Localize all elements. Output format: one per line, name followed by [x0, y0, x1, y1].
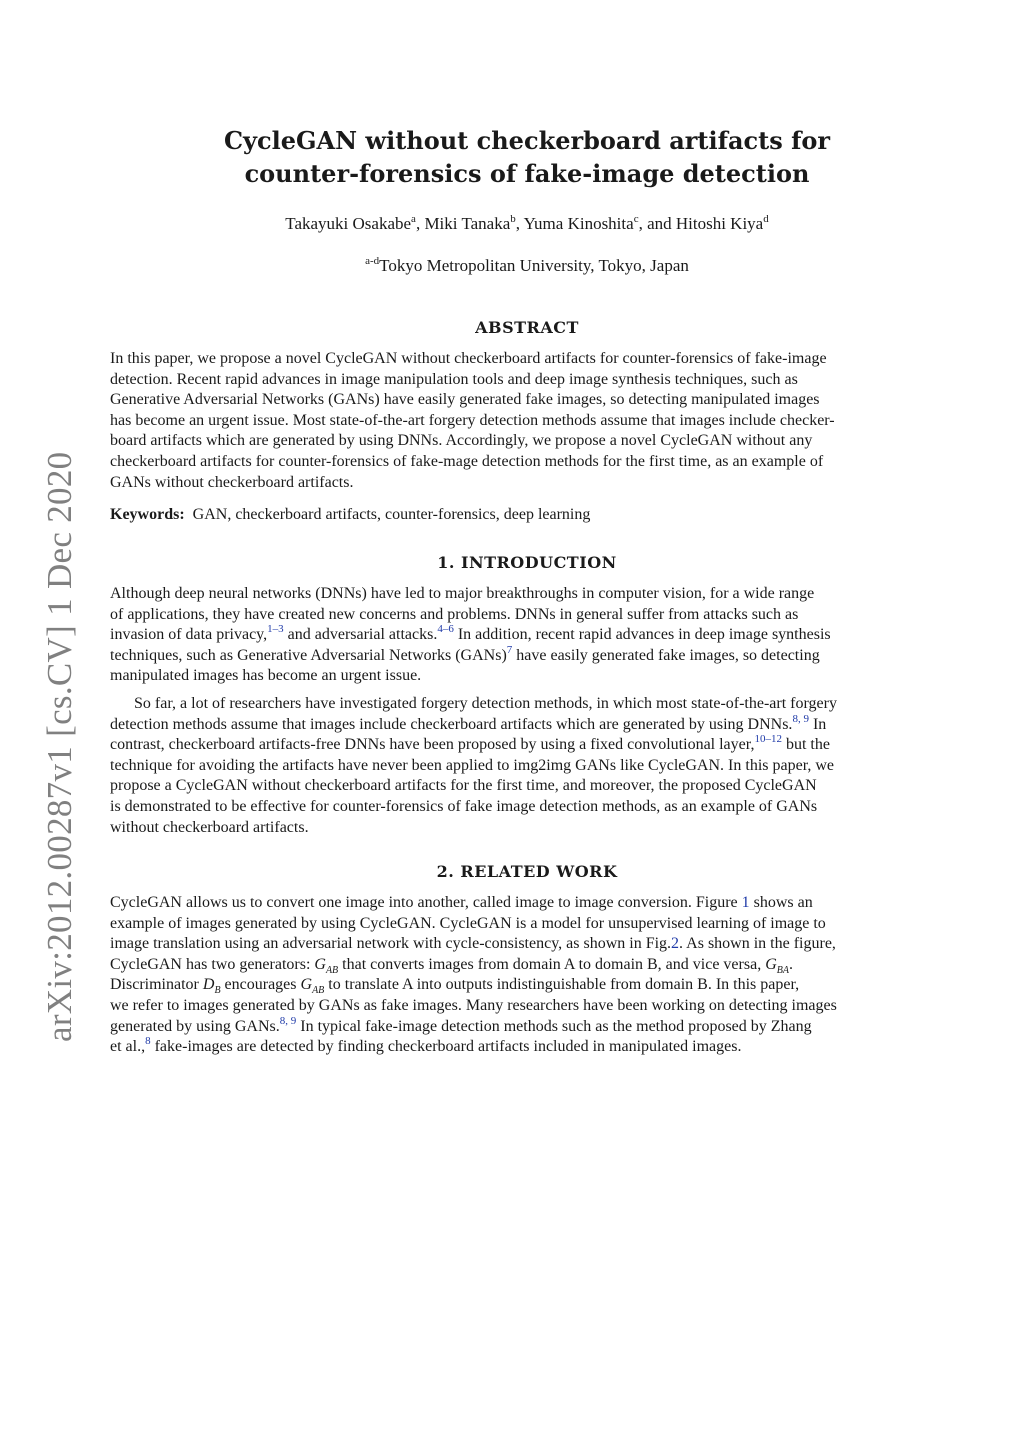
- author-2-affil: b: [510, 213, 516, 225]
- keywords: [110, 505, 944, 526]
- keywords-label: Keywords:: [110, 506, 185, 523]
- abstract-body: [110, 349, 944, 493]
- figure-link[interactable]: 1: [741, 894, 750, 911]
- citation-link[interactable]: 8, 9: [792, 712, 809, 725]
- intro-paragraph-2: So far, a lot of researchers have investigated forgery detection methods, in which most state-of-the-art forgery detection methods assume that images include checkerboard artifacts which are generated by using DNNs.$^{8, 9}$ In contrast, checkerboard artifacts-free DNNs have been proposed by using a fixed convolutional layer,$^{10-12}$ but the technique for avoiding the artifacts have never been applied to img2img GANs like CycleGAN. In this paper, we propose a CycleGAN without checkerboard artifacts for the first time, and moreover, the proposed CycleGAN is demonstrated to be effective for counter-forensics of fake image detection methods, as an example of GANs without checkerboard artifacts.: [110, 695, 837, 836]
- citation-link[interactable]: 8: [145, 1035, 151, 1048]
- abstract-heading: ABSTRACT: [475, 318, 579, 337]
- abstract-line: has become an urgent issue. Most state-of-the-art forgery detection methods assume that images include checker-: [110, 411, 835, 429]
- abstract-line: GANs without checkerboard artifacts.: [110, 473, 354, 491]
- section-1-heading: 1. INTRODUCTION: [437, 553, 617, 572]
- author-1: Takayuki Osakabe: [285, 214, 412, 233]
- arxiv-identifier: [20, 451, 79, 1042]
- author-4: Hitoshi Kiya: [675, 214, 764, 233]
- author-3-affil: c: [633, 213, 639, 225]
- affiliation-text: Tokyo Metropolitan University, Tokyo, Japan: [379, 256, 689, 275]
- author-list: Takayuki Osakabe$^a$, Miki Tanaka$^b$, Yuma Kinoshita$^c$, and Hitoshi Kiya$^d$: [285, 213, 769, 233]
- abstract-line: detection. Recent rapid advances in image manipulation tools and deep image synthesis techniques, such as: [110, 370, 798, 388]
- section-2-heading: 2. RELATED WORK: [436, 862, 618, 881]
- author-2: Miki Tanaka: [424, 214, 511, 233]
- affiliation: [110, 253, 944, 279]
- citation-link[interactable]: 7: [506, 643, 513, 656]
- abstract-line: checkerboard artifacts for counter-forensics of fake-mage detection methods for the first time, as an example of: [110, 452, 824, 470]
- paper-title: [150, 124, 904, 190]
- title-line-2: counter-forensics of fake-image detection: [244, 159, 810, 188]
- citation-link[interactable]: 4–6: [437, 623, 454, 636]
- title-line-1: CycleGAN without checkerboard artifacts for: [223, 126, 831, 155]
- author-3: Yuma Kinoshita: [523, 214, 634, 233]
- author-1-affil: a: [411, 213, 416, 225]
- related-work-paragraph: CycleGAN allows us to convert one image into another, called image to image conversion. Figure 1 shows an example of images generated by using CycleGAN. CycleGAN is a model for unsupervised learning of image to image translation using an adversarial network with cycle-consistency, as shown in Fig.2. As shown in the figure, CycleGAN has two generators: $G_{AB}$ that converts images from domain A to domain B, and vice versa, $G_{BA}$. Discriminator $D_B$ encourages $G_{AB}$ to translate A into outputs indistinguishable from domain B. In this paper, we refer to images generated by GANs as fake images. Many researchers have been working on detecting images generated by using GANs.$^{8, 9}$ In typical fake-image detection methods such as the method proposed by Zhang et al.,$^8$ fake-images are detected by finding checkerboard artifacts included in manipulated images.: [110, 894, 837, 1056]
- abstract-line: board artifacts which are generated by using DNNs. Accordingly, we propose a novel CycleGAN without any: [110, 432, 813, 450]
- citation-link[interactable]: 1–3: [267, 623, 284, 636]
- keywords-text: GAN, checkerboard artifacts, counter-forensics, deep learning: [192, 506, 591, 523]
- intro-paragraph-1: Although deep neural networks (DNNs) have led to major breakthroughs in computer vision, for a wide range of applications, they have created new concerns and problems. DNNs in general suffer from attacks such as invasion of data privacy,$^{1-3}$ and adversarial attacks.$^{4-6}$ In addition, recent rapid advances in deep image synthesis techniques, such as Generative Adversarial Networks (GANs)$^7$ have easily generated fake images, so detecting manipulated images has become an urgent issue.: [110, 585, 831, 685]
- citation-link[interactable]: 10–12: [754, 733, 782, 746]
- author-4-affil: d: [763, 213, 769, 225]
- abstract-line: Generative Adversarial Networks (GANs) have easily generated fake images, so detecting manipulated images: [110, 391, 820, 409]
- affiliation-marker: a-d: [365, 255, 380, 267]
- arxiv-identifier-text: arXiv:2012.00287v1 [cs.CV] 1 Dec 2020: [40, 451, 79, 1042]
- author-joiner: and: [647, 214, 672, 233]
- citation-link[interactable]: 8, 9: [279, 1014, 297, 1027]
- figure-link[interactable]: 2: [671, 935, 680, 953]
- abstract-line: In this paper, we propose a novel CycleGAN without checkerboard artifacts for counter-forensics of fake-image: [110, 350, 827, 367]
